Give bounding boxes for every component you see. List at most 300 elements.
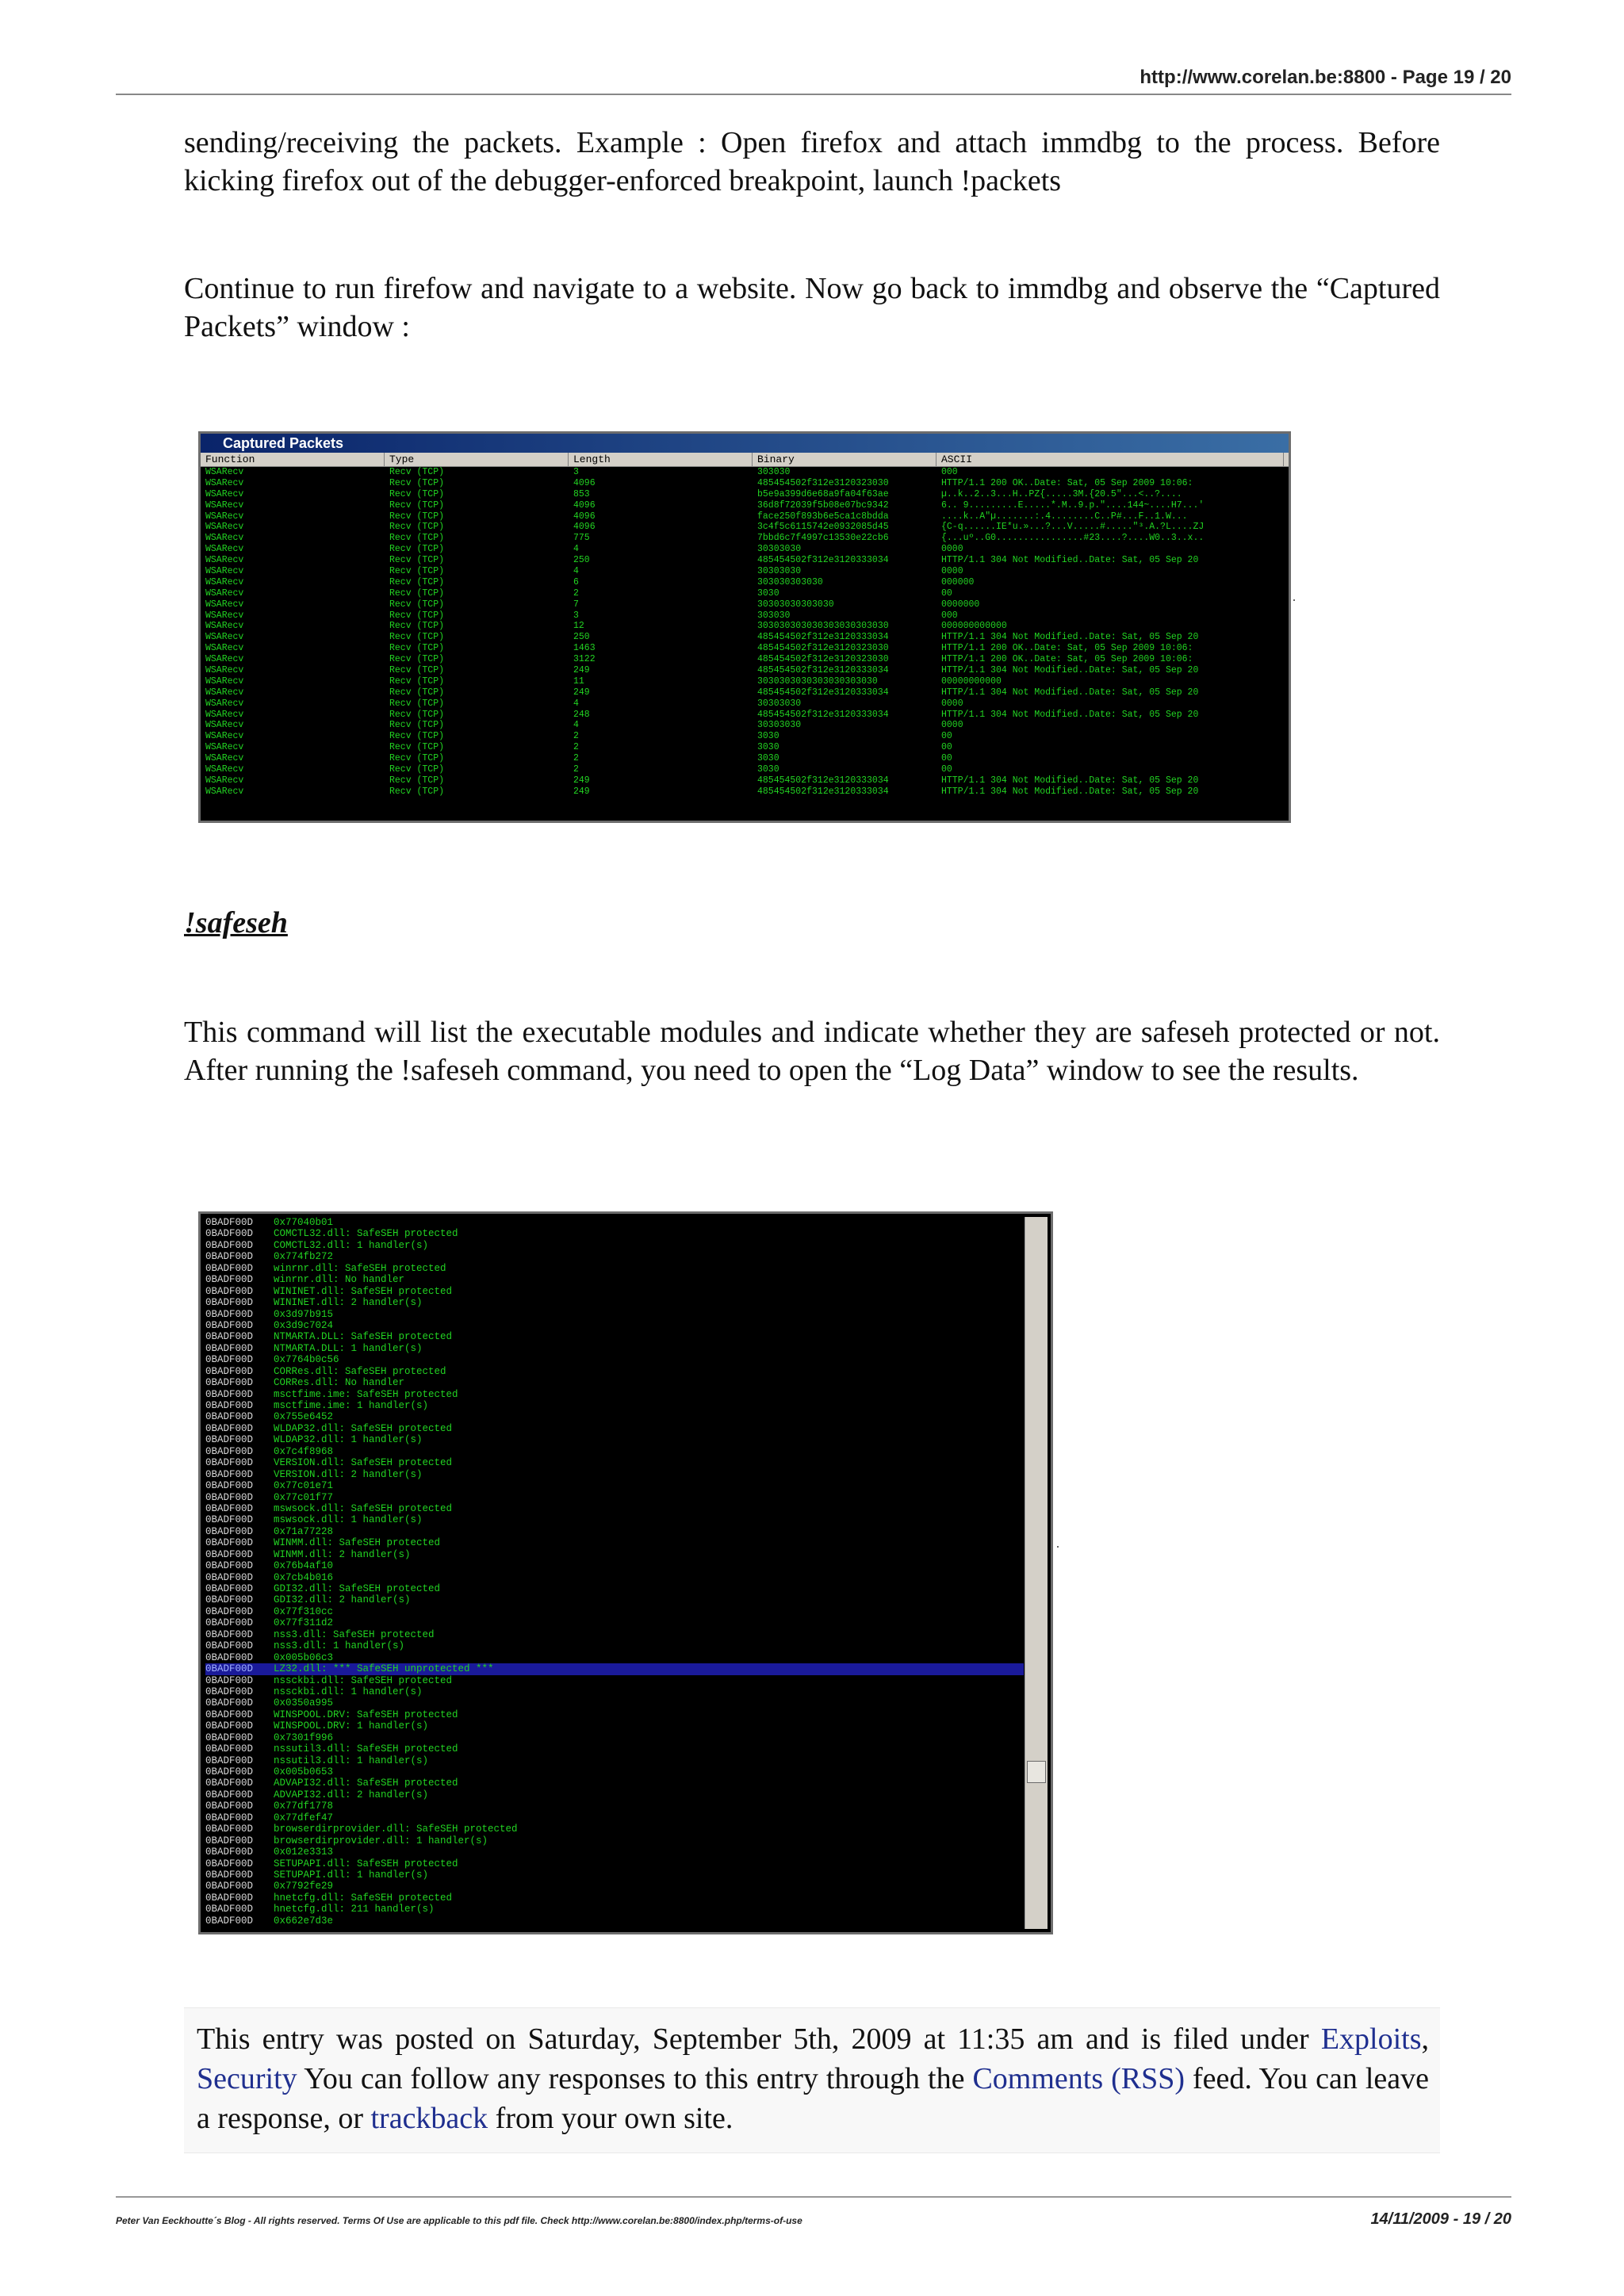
table-cell: 3: [573, 610, 579, 621]
list-item[interactable]: [205, 1389, 1024, 1400]
log-address: 0BADF00D: [205, 1548, 254, 1560]
table-cell: 000: [941, 610, 958, 621]
section-heading-safeseh: !safeseh: [184, 906, 288, 939]
list-item[interactable]: [205, 1217, 1024, 1228]
log-address: 0BADF00D: [205, 1755, 254, 1766]
log-message: GDI32.dll: 2 handler(s): [274, 1594, 411, 1606]
table-cell: Recv (TCP): [389, 742, 445, 753]
paragraph-captured-packets: Continue to run firefow and navigate to a website. Now go back to immdbg and observe the “Captured Packets” window :: [184, 272, 1440, 343]
footer-copyright: Peter Van Eeckhoutte´s Blog - All rights reserved. Terms Of Use are applicable to this pdf file. Check http://www.corelan.be:8800/index.php/terms-of-use: [116, 2215, 802, 2226]
list-item[interactable]: [205, 1514, 1024, 1525]
table-cell: 250: [573, 632, 590, 643]
table-cell: 775: [573, 533, 590, 544]
table-cell: HTTP/1.1 304 Not Modified..Date: Sat, 05 Sep 20: [941, 775, 1199, 786]
log-address: 0BADF00D: [205, 1342, 254, 1354]
table-cell: 2: [573, 587, 579, 599]
table-cell: Recv (TCP): [389, 533, 445, 544]
comments-rss-link[interactable]: Comments (RSS): [972, 2062, 1185, 2095]
log-address: 0BADF00D: [205, 1228, 254, 1240]
list-item[interactable]: [205, 1240, 1024, 1251]
table-cell: 303030: [757, 467, 791, 477]
column-header[interactable]: Function: [201, 453, 385, 466]
list-item[interactable]: [205, 1343, 1024, 1354]
log-address: 0BADF00D: [205, 1537, 254, 1549]
log-address: 0BADF00D: [205, 1777, 254, 1789]
table-cell: 303030303030: [757, 576, 823, 587]
table-cell: 0000000: [941, 599, 980, 610]
log-message: ADVAPI32.dll: SafeSEH protected: [274, 1777, 458, 1789]
log-message: 0x755e6452: [274, 1411, 334, 1423]
table-cell: 0000: [941, 698, 963, 709]
table-cell: WSARecv: [205, 731, 244, 742]
log-address: 0BADF00D: [205, 1560, 254, 1572]
table-row[interactable]: [201, 676, 1289, 687]
log-address: 0BADF00D: [205, 1823, 254, 1835]
log-address: 0BADF00D: [205, 1262, 254, 1274]
table-cell: WSARecv: [205, 665, 244, 676]
log-address: 0BADF00D: [205, 1422, 254, 1434]
table-cell: 485454502f312e3120333034: [757, 709, 889, 720]
list-item[interactable]: [205, 1480, 1024, 1491]
table-cell: 2: [573, 753, 579, 764]
list-item[interactable]: [205, 1400, 1024, 1411]
log-message: nss3.dll: SafeSEH protected: [274, 1628, 435, 1640]
table-cell: WSARecv: [205, 499, 244, 511]
log-data-window: [198, 1211, 1053, 1934]
log-address: 0BADF00D: [205, 1892, 254, 1904]
list-item[interactable]: [205, 1617, 1024, 1628]
table-cell: Recv (TCP): [389, 499, 445, 511]
table-cell: Recv (TCP): [389, 675, 445, 687]
table-cell: 000000: [941, 576, 975, 587]
list-item[interactable]: [205, 1411, 1024, 1422]
page-footer: [116, 2196, 1511, 2229]
table-cell: WSARecv: [205, 566, 244, 577]
entry-meta-text: [184, 2008, 1440, 2138]
table-cell: 4096: [573, 499, 596, 511]
table-row[interactable]: [201, 775, 1289, 786]
list-item[interactable]: [205, 1904, 1024, 1915]
table-row[interactable]: [201, 710, 1289, 721]
list-item[interactable]: [205, 1800, 1024, 1812]
log-message: WLDAP32.dll: 1 handler(s): [274, 1434, 423, 1446]
table-cell: 00000000000: [941, 675, 1002, 687]
log-address: 0BADF00D: [205, 1274, 254, 1286]
log-address: 0BADF00D: [205, 1617, 254, 1629]
log-address: 0BADF00D: [205, 1594, 254, 1606]
table-cell: 249: [573, 775, 590, 786]
list-item[interactable]: [205, 1640, 1024, 1651]
list-item[interactable]: [205, 1720, 1024, 1732]
log-message: SETUPAPI.dll: SafeSEH protected: [274, 1858, 458, 1869]
list-item[interactable]: [205, 1331, 1024, 1342]
table-cell: WSARecv: [205, 488, 244, 499]
column-header[interactable]: Length: [569, 453, 753, 466]
paragraph-safeseh: This command will list the executable modules and indicate whether they are safeseh protected or not. After running the !safeseh command, you need to open the “Log Data” window to see the results.: [184, 1016, 1440, 1087]
table-row[interactable]: [201, 478, 1289, 489]
table-row[interactable]: [201, 544, 1289, 555]
list-item[interactable]: [205, 1274, 1024, 1285]
table-cell: WSARecv: [205, 742, 244, 753]
log-address: 0BADF00D: [205, 1251, 254, 1263]
scrollbar-thumb[interactable]: [1027, 1761, 1046, 1783]
list-item[interactable]: [205, 1309, 1024, 1320]
list-item[interactable]: [205, 1789, 1024, 1800]
log-address: 0BADF00D: [205, 1217, 254, 1228]
list-item[interactable]: [205, 1492, 1024, 1503]
log-address: 0BADF00D: [205, 1800, 254, 1812]
table-cell: WSARecv: [205, 511, 244, 522]
table-cell: 6.. 9.........E.....*.M..9.p."....144~....H7...': [941, 499, 1205, 511]
table-cell: WSARecv: [205, 555, 244, 566]
table-cell: 485454502f312e3120323030: [757, 477, 889, 488]
log-address: 0BADF00D: [205, 1697, 254, 1709]
table-cell: 36d8f72039f5b08e07bc9342: [757, 499, 889, 511]
log-address: 0BADF00D: [205, 1571, 254, 1583]
table-cell: Recv (TCP): [389, 665, 445, 676]
list-item[interactable]: [205, 1743, 1024, 1755]
list-item[interactable]: [205, 1812, 1024, 1823]
table-cell: 11: [573, 675, 584, 687]
log-message: GDI32.dll: SafeSEH protected: [274, 1583, 441, 1594]
table-cell: 4096: [573, 477, 596, 488]
log-address: 0BADF00D: [205, 1915, 254, 1927]
log-address: 0BADF00D: [205, 1732, 254, 1743]
list-item[interactable]: [205, 1583, 1024, 1594]
list-item[interactable]: [205, 1457, 1024, 1468]
list-item[interactable]: [205, 1697, 1024, 1709]
table-cell: 4: [573, 566, 579, 577]
list-item[interactable]: [205, 1732, 1024, 1743]
table-cell: Recv (TCP): [389, 709, 445, 720]
table-row[interactable]: [201, 764, 1289, 775]
table-cell: WSARecv: [205, 698, 244, 709]
table-cell: 485454502f312e3120333034: [757, 775, 889, 786]
table-cell: 3c4f5c6115742e0932085d45: [757, 522, 889, 533]
table-cell: 0000: [941, 544, 963, 555]
log-message: VERSION.dll: 2 handler(s): [274, 1468, 423, 1480]
log-message: SETUPAPI.dll: 1 handler(s): [274, 1869, 429, 1881]
log-address: 0BADF00D: [205, 1502, 254, 1514]
log-message: hnetcfg.dll: SafeSEH protected: [274, 1892, 453, 1904]
list-item[interactable]: [205, 1297, 1024, 1308]
log-address: 0BADF00D: [205, 1605, 254, 1617]
log-message: nssutil3.dll: SafeSEH protected: [274, 1743, 458, 1755]
table-row[interactable]: [201, 566, 1289, 577]
list-item[interactable]: [205, 1251, 1024, 1262]
list-item[interactable]: [205, 1354, 1024, 1365]
table-cell: Recv (TCP): [389, 511, 445, 522]
list-item[interactable]: [205, 1652, 1024, 1663]
list-item[interactable]: [205, 1869, 1024, 1881]
table-cell: 6: [573, 576, 579, 587]
list-item[interactable]: [205, 1823, 1024, 1835]
list-item[interactable]: [205, 1434, 1024, 1445]
list-item[interactable]: [205, 1423, 1024, 1434]
table-row[interactable]: [201, 555, 1289, 566]
table-cell: Recv (TCP): [389, 522, 445, 533]
table-cell: Recv (TCP): [389, 576, 445, 587]
table-row[interactable]: [201, 687, 1289, 698]
list-item[interactable]: [205, 1572, 1024, 1583]
table-cell: WSARecv: [205, 576, 244, 587]
log-address: 0BADF00D: [205, 1480, 254, 1492]
table-row[interactable]: [201, 742, 1289, 753]
log-message: nssutil3.dll: 1 handler(s): [274, 1755, 429, 1766]
table-cell: 3122: [573, 654, 596, 665]
log-address: 0BADF00D: [205, 1377, 254, 1389]
category-link-exploits[interactable]: Exploits: [1320, 2022, 1422, 2056]
log-message: 0x0350a995: [274, 1697, 334, 1709]
log-message: 0x77f311d2: [274, 1617, 334, 1629]
list-item[interactable]: [205, 1675, 1024, 1686]
table-cell: 2: [573, 764, 579, 775]
log-message: CORRes.dll: SafeSEH protected: [274, 1365, 446, 1377]
table-cell: 00: [941, 742, 952, 753]
table-row[interactable]: [201, 610, 1289, 622]
log-message: 0x71a77228: [274, 1525, 334, 1537]
table-row[interactable]: [201, 533, 1289, 544]
table-cell: 250: [573, 555, 590, 566]
table-cell: WSARecv: [205, 643, 244, 654]
list-item[interactable]: [205, 1594, 1024, 1605]
table-cell: Recv (TCP): [389, 610, 445, 621]
table-cell: 7bbd6c7f4997c13530e22cb6: [757, 533, 889, 544]
trackback-link[interactable]: trackback: [370, 2102, 488, 2135]
log-message: LZ32.dll: *** SafeSEH unprotected ***: [274, 1663, 494, 1675]
table-cell: 485454502f312e3120323030: [757, 654, 889, 665]
table-row[interactable]: [201, 698, 1289, 710]
table-cell: {C-q......IE*u.»...?...V.....#....."³.A.?L....ZJ: [941, 522, 1205, 533]
table-cell: 2: [573, 742, 579, 753]
table-cell: 485454502f312e3120333034: [757, 555, 889, 566]
table-row[interactable]: [201, 511, 1289, 522]
log-message: NTMARTA.DLL: SafeSEH protected: [274, 1331, 453, 1343]
table-cell: HTTP/1.1 304 Not Modified..Date: Sat, 05 Sep 20: [941, 665, 1199, 676]
log-message: 0x7792fe29: [274, 1881, 334, 1892]
list-item[interactable]: [205, 1469, 1024, 1480]
table-cell: WSARecv: [205, 687, 244, 698]
entry-meta-part: This entry was posted on Saturday, September 5th, 2009 at 11:35 am and is filed under: [197, 2022, 1321, 2056]
table-cell: Recv (TCP): [389, 488, 445, 499]
list-item[interactable]: [205, 1503, 1024, 1514]
table-cell: 3030: [757, 731, 779, 742]
table-cell: 249: [573, 786, 590, 797]
list-item[interactable]: [205, 1881, 1024, 1892]
table-row[interactable]: [201, 577, 1289, 588]
table-row[interactable]: [201, 632, 1289, 643]
list-item[interactable]: [205, 1915, 1024, 1927]
entry-meta-part: feed. You can leave a response, or: [197, 2062, 1429, 2135]
log-address: 0BADF00D: [205, 1468, 254, 1480]
table-cell: WSARecv: [205, 533, 244, 544]
table-cell: WSARecv: [205, 587, 244, 599]
log-message: winrnr.dll: SafeSEH protected: [274, 1262, 446, 1274]
table-cell: Recv (TCP): [389, 775, 445, 786]
table-cell: 30303030303030: [757, 599, 834, 610]
list-item[interactable]: [205, 1320, 1024, 1331]
log-address: 0BADF00D: [205, 1846, 254, 1858]
table-cell: Recv (TCP): [389, 764, 445, 775]
table-cell: 0000: [941, 720, 963, 731]
log-address: 0BADF00D: [205, 1388, 254, 1400]
table-row[interactable]: [201, 467, 1289, 478]
table-cell: Recv (TCP): [389, 621, 445, 632]
log-address: 0BADF00D: [205, 1858, 254, 1869]
log-message: 0x7c4f8968: [274, 1445, 334, 1457]
table-cell: WSARecv: [205, 632, 244, 643]
paragraph-packets-intro: sending/receiving the packets. Example : Open firefox and attach immdbg to the process. Before kicking firefox out of the debugger-enforced breakpoint, launch !packets: [184, 126, 1440, 197]
table-cell: Recv (TCP): [389, 566, 445, 577]
table-cell: WSARecv: [205, 621, 244, 632]
column-header[interactable]: ASCII: [936, 453, 1284, 466]
page-header: http://www.corelan.be:8800 - Page 19 / 20: [116, 67, 1511, 95]
log-message: 0x77040b01: [274, 1217, 334, 1228]
list-item[interactable]: [205, 1858, 1024, 1869]
list-item[interactable]: [205, 1835, 1024, 1846]
stray-mark: [1057, 1546, 1059, 1548]
column-header[interactable]: Binary: [753, 453, 936, 466]
log-address: 0BADF00D: [205, 1881, 254, 1892]
table-row[interactable]: [201, 621, 1289, 632]
table-row[interactable]: [201, 753, 1289, 764]
captured-packets-table: [201, 467, 1289, 819]
log-address: 0BADF00D: [205, 1720, 254, 1732]
log-message: winrnr.dll: No handler: [274, 1274, 405, 1286]
table-cell: 485454502f312e3120333034: [757, 687, 889, 698]
log-message: 0x012e3313: [274, 1846, 334, 1858]
log-message: nssckbi.dll: SafeSEH protected: [274, 1674, 453, 1686]
list-item[interactable]: [205, 1686, 1024, 1697]
list-item[interactable]: [205, 1709, 1024, 1720]
entry-meta-part: You can follow any responses to this entry through the: [297, 2062, 973, 2095]
table-cell: 485454502f312e3120323030: [757, 643, 889, 654]
log-address: 0BADF00D: [205, 1835, 254, 1846]
list-item[interactable]: [205, 1663, 1024, 1674]
log-message: 0x76b4af10: [274, 1560, 334, 1572]
list-item[interactable]: [205, 1377, 1024, 1388]
table-cell: 4: [573, 720, 579, 731]
table-cell: WSARecv: [205, 709, 244, 720]
table-cell: WSARecv: [205, 753, 244, 764]
log-message: COMCTL32.dll: 1 handler(s): [274, 1239, 429, 1251]
table-cell: Recv (TCP): [389, 731, 445, 742]
log-message: 0x662e7d3e: [274, 1915, 334, 1927]
table-row[interactable]: [201, 720, 1289, 731]
table-cell: Recv (TCP): [389, 687, 445, 698]
table-cell: 485454502f312e3120333034: [757, 665, 889, 676]
log-message: browserdirprovider.dll: 1 handler(s): [274, 1835, 488, 1846]
log-address: 0BADF00D: [205, 1743, 254, 1755]
table-cell: 00: [941, 731, 952, 742]
table-row[interactable]: [201, 522, 1289, 533]
table-cell: 4096: [573, 522, 596, 533]
category-link-security[interactable]: Security: [197, 2062, 297, 2095]
table-row[interactable]: [201, 489, 1289, 500]
log-message: 0x3d97b915: [274, 1308, 334, 1320]
list-item[interactable]: [205, 1560, 1024, 1571]
list-item[interactable]: [205, 1526, 1024, 1537]
table-cell: 303030303030303030303030: [757, 621, 889, 632]
log-message: WINMM.dll: 2 handler(s): [274, 1548, 411, 1560]
log-address: 0BADF00D: [205, 1709, 254, 1720]
table-cell: Recv (TCP): [389, 555, 445, 566]
table-cell: 248: [573, 709, 590, 720]
table-cell: Recv (TCP): [389, 753, 445, 764]
list-item[interactable]: [205, 1755, 1024, 1766]
log-address: 0BADF00D: [205, 1789, 254, 1800]
log-address: 0BADF00D: [205, 1640, 254, 1652]
list-item[interactable]: [205, 1892, 1024, 1904]
table-cell: HTTP/1.1 304 Not Modified..Date: Sat, 05 Sep 20: [941, 632, 1199, 643]
table-row[interactable]: [201, 500, 1289, 511]
table-cell: 4096: [573, 511, 596, 522]
list-item[interactable]: [205, 1286, 1024, 1297]
log-address: 0BADF00D: [205, 1239, 254, 1251]
list-item[interactable]: [205, 1366, 1024, 1377]
log-address: 0BADF00D: [205, 1674, 254, 1686]
table-row[interactable]: [201, 599, 1289, 610]
table-cell: 4: [573, 544, 579, 555]
log-address: 0BADF00D: [205, 1525, 254, 1537]
log-scrollbar[interactable]: [1025, 1217, 1048, 1929]
table-row[interactable]: [201, 654, 1289, 665]
log-address: 0BADF00D: [205, 1904, 254, 1915]
list-item[interactable]: [205, 1846, 1024, 1858]
captured-packets-window: [198, 431, 1291, 823]
log-data-list: [205, 1217, 1024, 1929]
column-header[interactable]: Type: [385, 453, 569, 466]
table-row[interactable]: [201, 643, 1289, 654]
table-cell: 30303030: [757, 544, 802, 555]
table-row[interactable]: [201, 665, 1289, 676]
log-message: ADVAPI32.dll: 2 handler(s): [274, 1789, 429, 1800]
table-cell: Recv (TCP): [389, 599, 445, 610]
table-cell: 4: [573, 698, 579, 709]
log-address: 0BADF00D: [205, 1400, 254, 1411]
log-message: msctfime.ime: 1 handler(s): [274, 1400, 429, 1411]
log-message: mswsock.dll: 1 handler(s): [274, 1514, 423, 1526]
list-item[interactable]: [205, 1766, 1024, 1777]
list-item[interactable]: [205, 1228, 1024, 1239]
table-cell: 0000: [941, 566, 963, 577]
table-cell: 485454502f312e3120333034: [757, 786, 889, 797]
table-row[interactable]: [201, 588, 1289, 599]
table-cell: WSARecv: [205, 786, 244, 797]
table-cell: WSARecv: [205, 544, 244, 555]
log-address: 0BADF00D: [205, 1812, 254, 1823]
log-address: 0BADF00D: [205, 1319, 254, 1331]
list-item[interactable]: [205, 1537, 1024, 1548]
table-row[interactable]: [201, 731, 1289, 742]
list-item[interactable]: [205, 1629, 1024, 1640]
list-item[interactable]: [205, 1263, 1024, 1274]
table-row[interactable]: [201, 786, 1289, 798]
list-item[interactable]: [205, 1777, 1024, 1789]
table-cell: {...uº..G0................#23....?....W0..3..x..: [941, 533, 1205, 544]
table-cell: 000: [941, 467, 958, 477]
table-cell: Recv (TCP): [389, 643, 445, 654]
table-cell: WSARecv: [205, 775, 244, 786]
log-address: 0BADF00D: [205, 1365, 254, 1377]
captured-packets-header: [201, 453, 1289, 467]
list-item[interactable]: [205, 1446, 1024, 1457]
log-message: 0x005b0653: [274, 1766, 334, 1777]
log-message: VERSION.dll: SafeSEH protected: [274, 1457, 453, 1469]
list-item[interactable]: [205, 1606, 1024, 1617]
table-cell: b5e9a399d6e68a9fa04f63ae: [757, 488, 889, 499]
list-item[interactable]: [205, 1549, 1024, 1560]
